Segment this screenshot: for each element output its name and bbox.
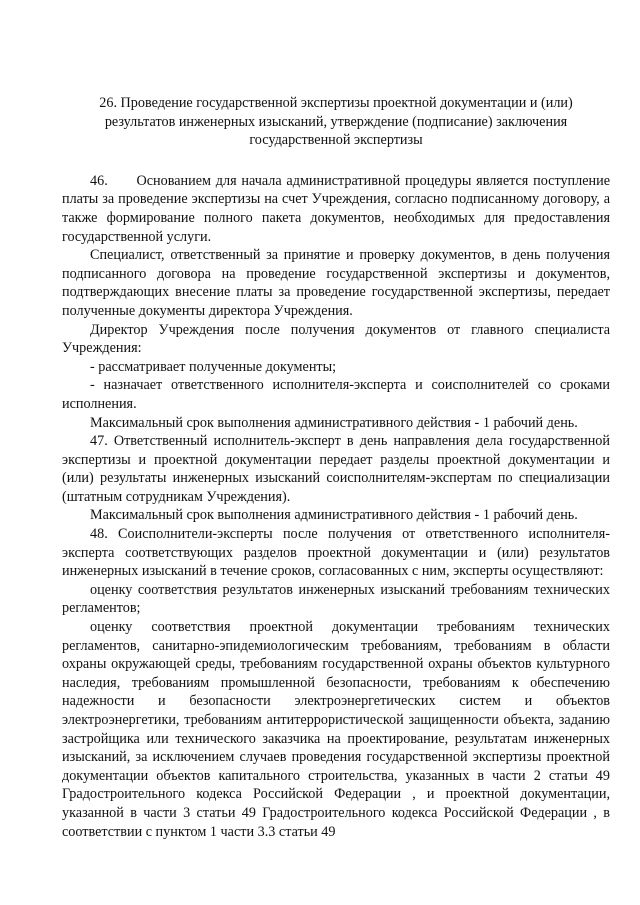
paragraph-47: 47. Ответственный исполнитель-эксперт в день направления дела государственной экспертизы и проектной документации передает разделы проектной документации и (или) результаты инженерных изысканий соисполнителям-экспертам по специализации (штатным сотрудникам Учреждения).: [62, 433, 610, 505]
paragraph-specialist: Специалист, ответственный за принятие и проверку документов, в день получения подписанного договора на проведение государственной экспертизы и документов, подтверждающих внесение платы за проведение государственной экспертизы, передает полученные документы директора Учреждения.: [62, 247, 610, 319]
paragraph-project-docs: оценку соответствия проектной документации требованиям технических регламентов, санитарно-эпидемиологическим требованиям, требованиям в области охраны окружающей среды, требованиям государственной охраны объектов культурного наследия, требованиям промышленной безопасности, требованиям к обеспечению надежности и безопасности электроэнергетических систем и объектов электроэнергетики, требованиям антитеррористической защищенности объекта, заданию застройщика или технического заказчика на проектирование, результатам инженерных изысканий, за исключением случаев проведения государственной экспертизы проектной документации объектов капитального строительства, указанных в части 2 статьи 49 Градостроительного кодекса Российской Федерации , и проектной документации, указанной в части 3 статьи 49 Градостроительного кодекса Российской Федерации , в соответствии с пунктом 1 части 3.3 статьи 49: [62, 619, 610, 840]
paragraph-deadline: Максимальный срок выполнения административного действия - 1 рабочий день.: [90, 507, 578, 524]
paragraph-46: 46. Основанием для начала административной процедуры является поступление платы за проведение экспертизы на счет Учреждения, согласно подписанному договору, а также формирование полного пакета документов, необходимых для предоставления государственной услуги.: [62, 172, 610, 245]
list-item: - рассматривает полученные документы;: [90, 358, 337, 375]
paragraph-engineering-surveys: оценку соответствия результатов инженерных изысканий требованиям технических регламентов;: [62, 581, 610, 617]
paragraph-director: Директор Учреждения после получения документов от главного специалиста Учреждения:: [62, 321, 610, 357]
document-page: [62, 94, 610, 841]
paragraph-48: 48. Соисполнители-эксперты после получения от ответственного исполнителя-эксперта соответствующих разделов проектной документации и (или) результатов инженерных изысканий в течение сроков, согласованных с ним, эксперты осуществляют:: [62, 526, 610, 580]
list-item: - назначает ответственного исполнителя-эксперта и соисполнителей со сроками исполнения.: [62, 377, 610, 412]
paragraph-deadline: Максимальный срок выполнения административного действия - 1 рабочий день.: [90, 414, 578, 431]
section-heading: 26. Проведение государственной экспертизы проектной документации и (или) результатов инженерных изысканий, утверждение (подписание) заключения государственной экспертизы: [99, 95, 573, 149]
